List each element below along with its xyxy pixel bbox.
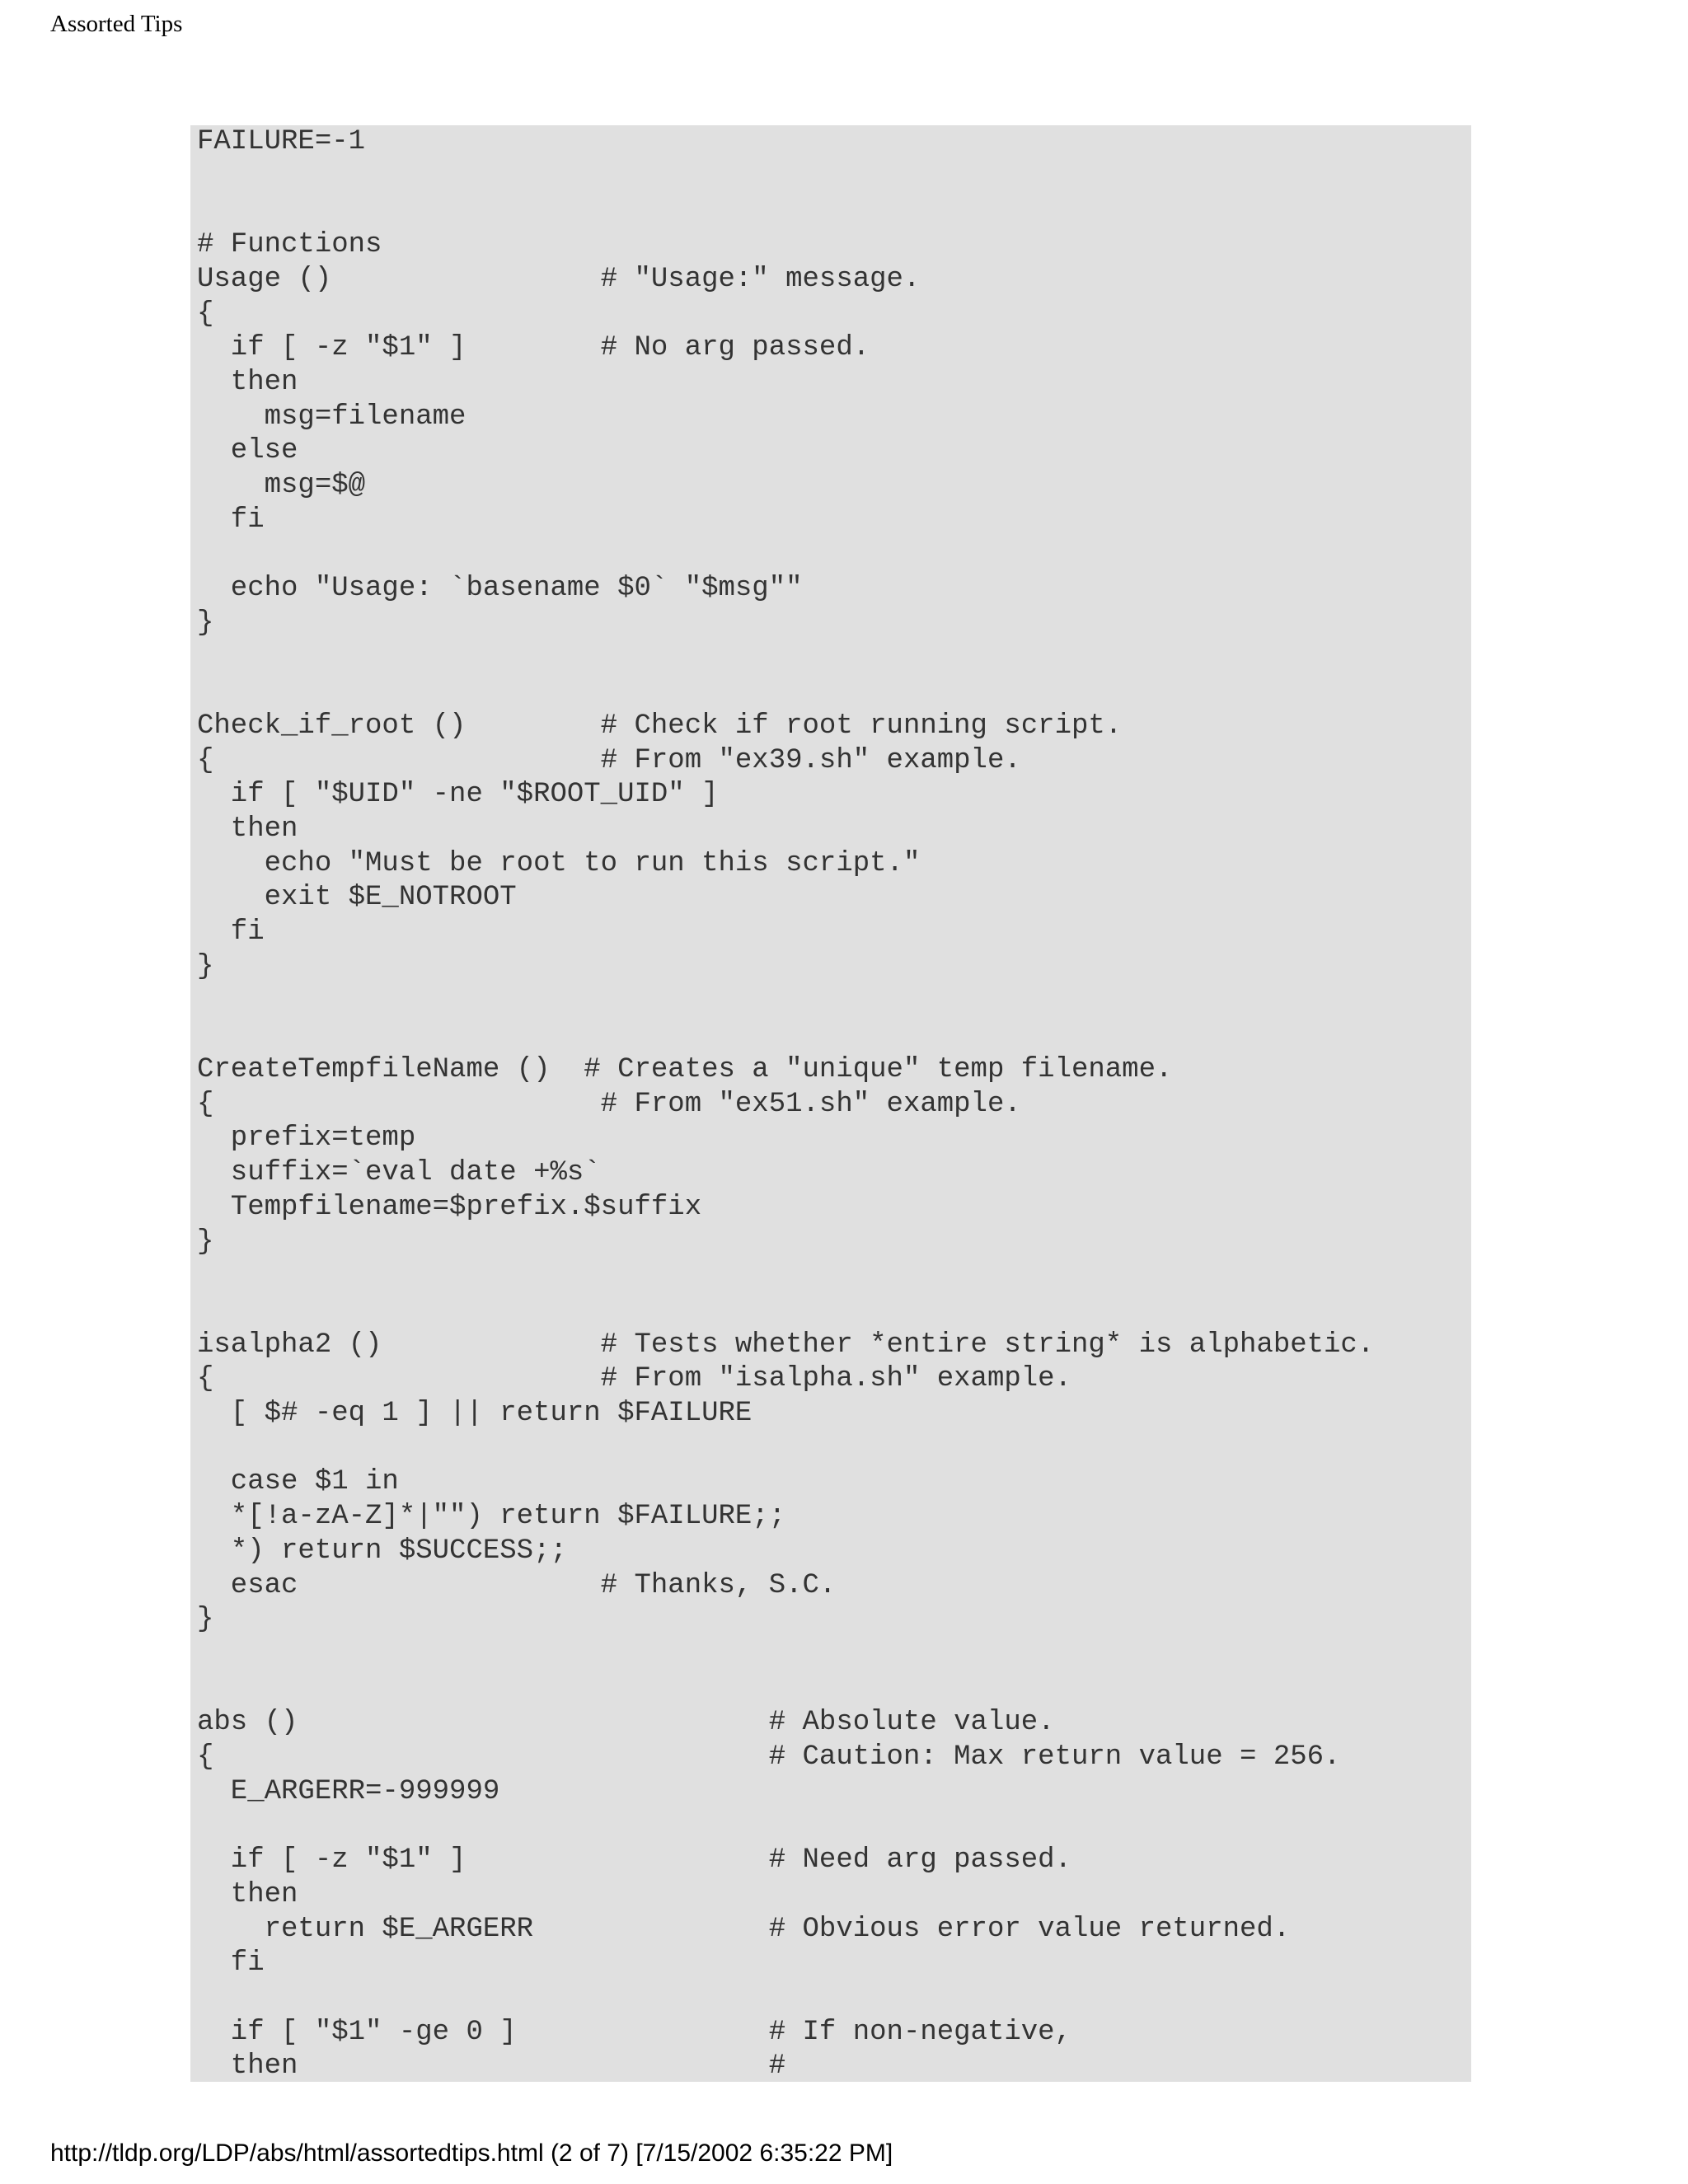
- code-line: fi: [197, 916, 265, 949]
- code-line: suffix=`eval date +%s`: [197, 1157, 601, 1189]
- code-line: }: [197, 1226, 214, 1258]
- code-line: prefix=temp: [197, 1122, 416, 1155]
- code-line: else: [197, 435, 298, 467]
- code-line: abs () # Absolute value.: [197, 1707, 1055, 1739]
- page-footer-url: http://tldp.org/LDP/abs/html/assortedtips.html (2 of 7) [7/15/2002 6:35:22 PM]: [50, 2139, 893, 2167]
- code-line: }: [197, 1604, 214, 1636]
- code-line: { # From "ex51.sh" example.: [197, 1088, 1021, 1120]
- code-line: if [ -z "$1" ] # Need arg passed.: [197, 1844, 1071, 1877]
- code-line: { # From "isalpha.sh" example.: [197, 1363, 1071, 1395]
- code-line: Usage () # "Usage:" message.: [197, 263, 921, 295]
- code-line: Tempfilename=$prefix.$suffix: [197, 1191, 702, 1223]
- code-line: FAILURE=-1: [197, 126, 366, 157]
- code-line: # Functions: [197, 229, 382, 261]
- code-line: CreateTempfileName () # Creates a "unique" temp filename.: [197, 1053, 1173, 1085]
- code-line: *[!a-zA-Z]*|"") return $FAILURE;;: [197, 1501, 786, 1533]
- code-line: }: [197, 950, 214, 982]
- code-line: case $1 in: [197, 1466, 399, 1498]
- code-line: esac # Thanks, S.C.: [197, 1569, 837, 1601]
- code-line: exit $E_NOTROOT: [197, 882, 517, 914]
- code-line: then: [197, 366, 298, 398]
- code-line: echo "Must be root to run this script.": [197, 847, 921, 879]
- code-line: fi: [197, 504, 265, 536]
- code-line: then #: [197, 2050, 786, 2082]
- code-line: Check_if_root () # Check if root running script.: [197, 710, 1123, 742]
- code-line: if [ "$UID" -ne "$ROOT_UID" ]: [197, 779, 719, 811]
- code-line: msg=filename: [197, 401, 467, 433]
- code-line: if [ -z "$1" ] # No arg passed.: [197, 332, 870, 364]
- code-line: fi: [197, 1947, 265, 1980]
- code-line: then: [197, 1878, 298, 1910]
- code-block: [190, 125, 1471, 2082]
- code-line: {: [197, 298, 214, 330]
- code-line: [ $# -eq 1 ] || return $FAILURE: [197, 1398, 753, 1430]
- code-line: msg=$@: [197, 470, 366, 502]
- code-line: E_ARGERR=-999999: [197, 1775, 500, 1807]
- code-line: { # Caution: Max return value = 256.: [197, 1741, 1341, 1774]
- code-listing: [197, 125, 1471, 2082]
- code-line: if [ "$1" -ge 0 ] # If non-negative,: [197, 2016, 1071, 2048]
- code-line: return $E_ARGERR # Obvious error value returned.: [197, 1913, 1291, 1945]
- code-line: }: [197, 607, 214, 639]
- code-line: echo "Usage: `basename $0` "$msg"": [197, 573, 803, 605]
- code-line: *) return $SUCCESS;;: [197, 1535, 567, 1567]
- page-header-title: Assorted Tips: [50, 11, 183, 37]
- code-line: isalpha2 () # Tests whether *entire string* is alphabetic.: [197, 1329, 1375, 1361]
- code-line: { # From "ex39.sh" example.: [197, 744, 1021, 776]
- code-line: then: [197, 813, 298, 846]
